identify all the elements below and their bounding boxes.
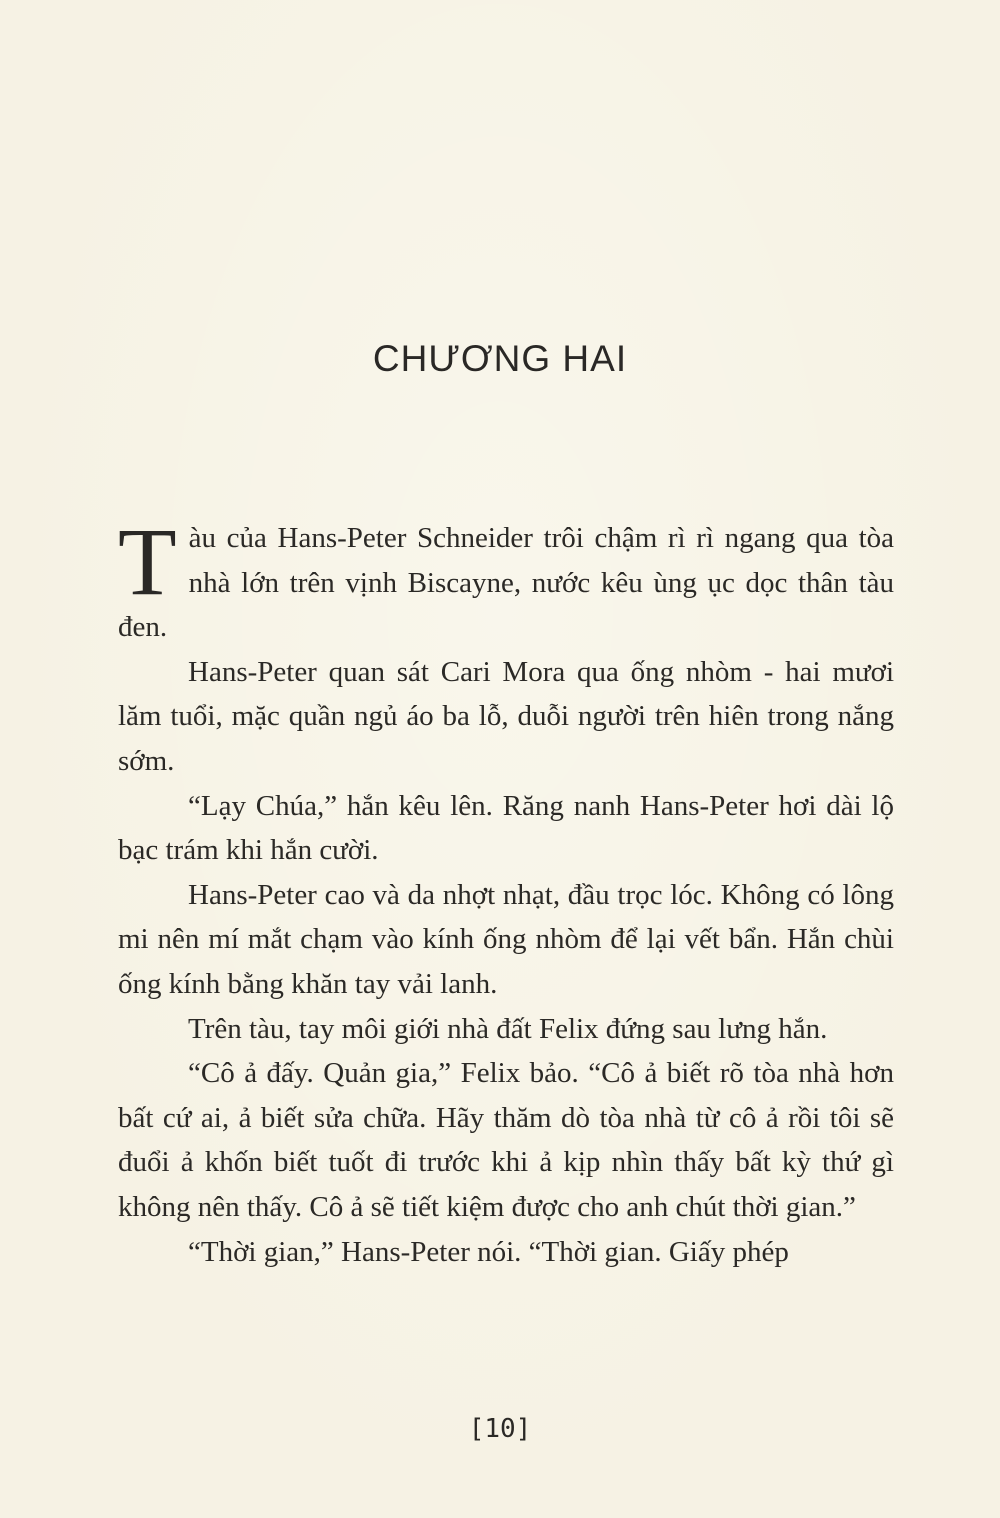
page-number: [10] — [468, 1414, 532, 1444]
paragraph-1 — [118, 508, 894, 650]
paragraph-6: “Cô ả đấy. Quản gia,” Felix bảo. “Cô ả biết rõ tòa nhà hơn bất cứ ai, ả biết sửa chữa. Hãy thăm dò tòa nhà từ cô ả rồi tôi sẽ đuổi ả khốn biết tuốt đi trước khi ả kịp nhìn thấy bất kỳ thứ gì không nên thấy. Cô ả sẽ tiết kiệm được cho anh chút thời gian.” — [118, 1057, 894, 1223]
paragraph-3: “Lạy Chúa,” hắn kêu lên. Răng nanh Hans-Peter hơi dài lộ bạc trám khi hắn cười. — [118, 789, 894, 867]
paragraph-5: Trên tàu, tay môi giới nhà đất Felix đứng sau lưng hắn. — [188, 1012, 828, 1045]
paragraph-7: “Thời gian,” Hans-Peter nói. “Thời gian. Giấy phép — [188, 1235, 789, 1268]
paragraph-2: Hans-Peter quan sát Cari Mora qua ống nhòm - hai mươi lăm tuổi, mặc quần ngủ áo ba lỗ, duỗi người trên hiên trong nắng sớm. — [118, 655, 894, 777]
drop-cap: T — [118, 508, 177, 615]
chapter-title: CHƯƠNG HAI — [372, 338, 628, 379]
paragraph-4: Hans-Peter cao và da nhợt nhạt, đầu trọc lóc. Không có lông mi nên mí mắt chạm vào kính ống nhòm để lại vết bẩn. Hắn chùi ống kính bằng khăn tay vải lanh. — [118, 878, 894, 1000]
paragraph-1-text: àu của Hans-Peter Schneider trôi chậm rì rì ngang qua tòa nhà lớn trên vịnh Biscayne, nước kêu ùng ục dọc thân tàu đen. — [118, 522, 894, 644]
chapter-body — [118, 508, 894, 1274]
